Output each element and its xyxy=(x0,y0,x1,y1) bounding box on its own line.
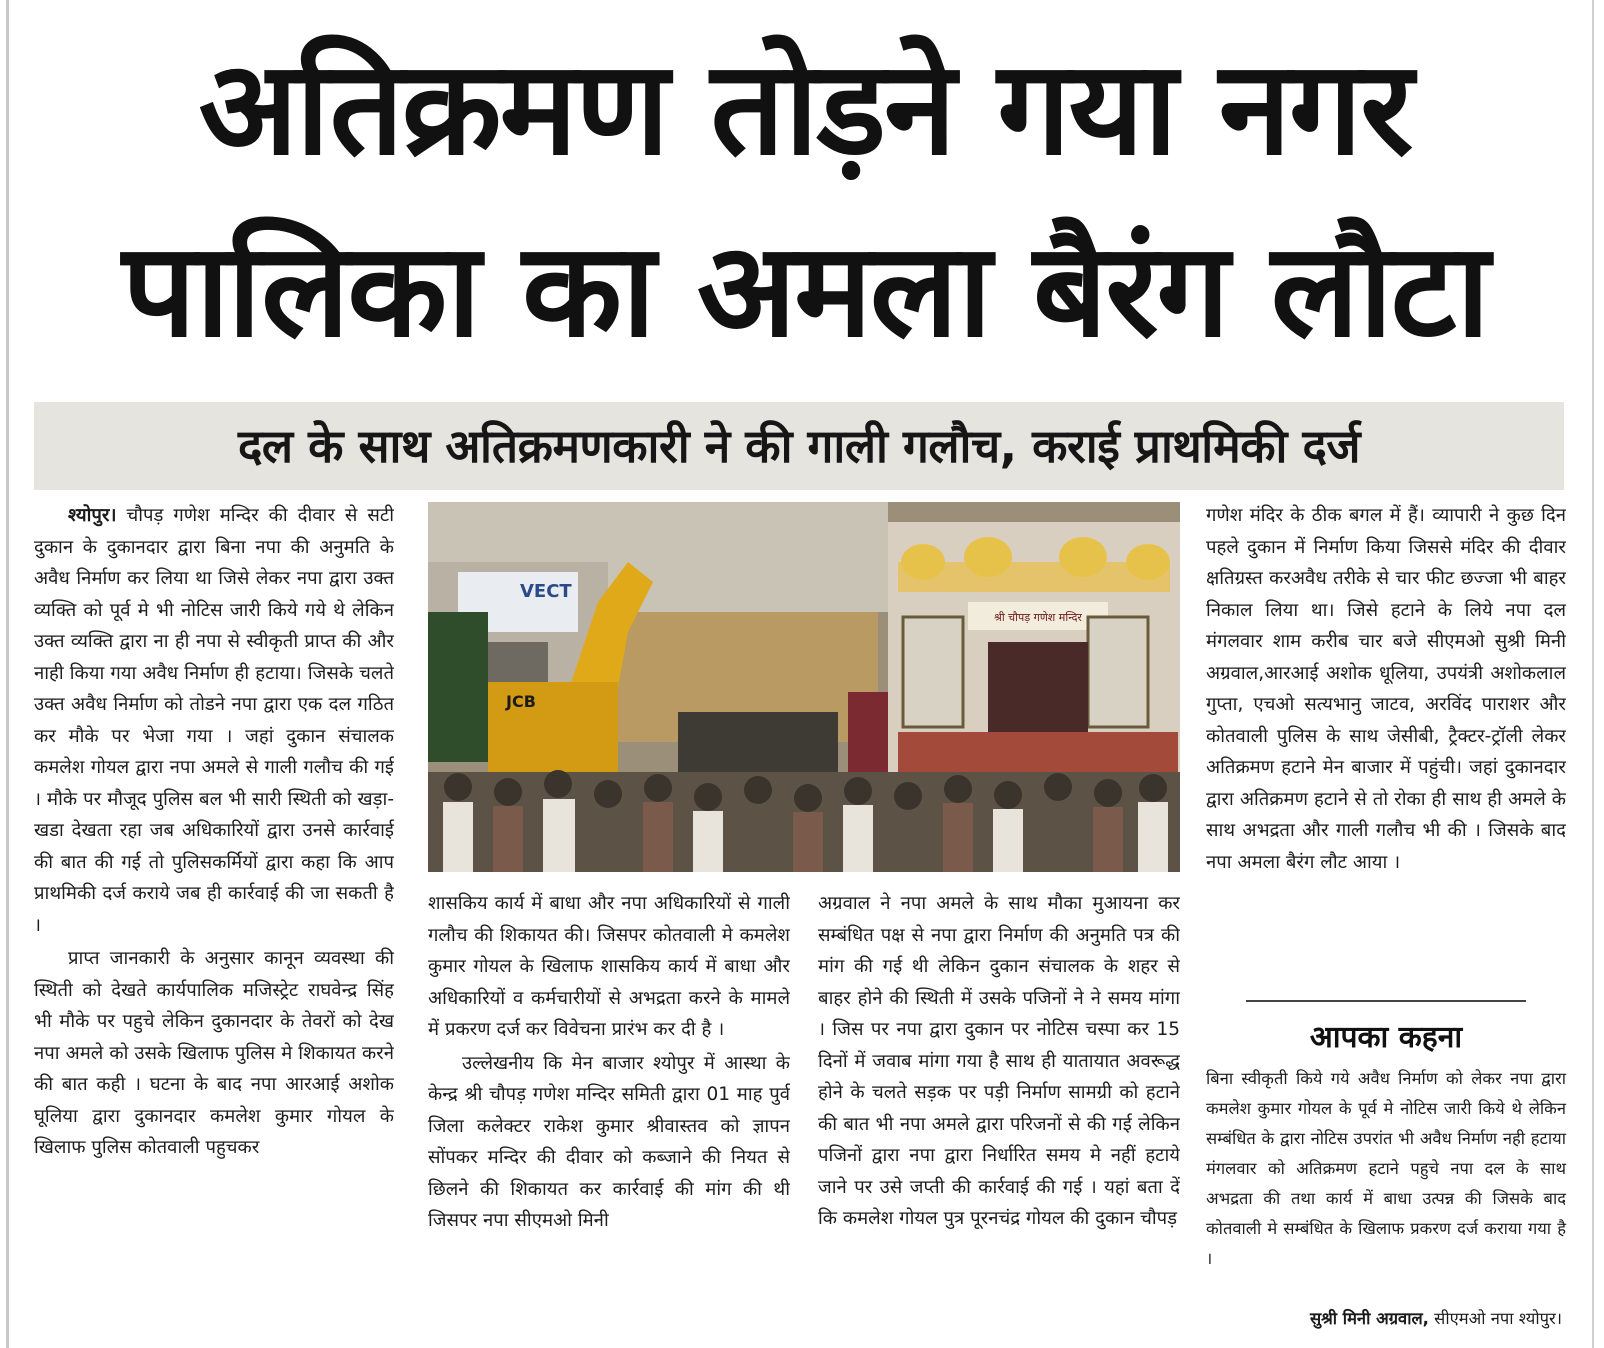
subheadline-band xyxy=(34,402,1564,490)
sidebox-quote: बिना स्वीकृती किये गये अवैध निर्माण को लेकर नपा द्वारा कमलेश कुमार गोयल के पूर्व मे नोटिस जारी किये थे लेकिन सम्बंधित के द्वारा नोटिस उपरांत भी अवैध निर्माण नही हटाया मंगलवार को अतिक्रमण हटाने पहुचे नपा दल के साथ अभद्रता की तथा कार्य में बाधा उत्पन्न की जिसके बाद कोतवाली मे सम्बंधित के खिलाफ प्रकरण दर्ज कराया गया है । xyxy=(1206,1069,1566,1268)
headline-line-2: पालिका का अमला बैरंग लौटा xyxy=(122,214,1488,366)
article-column-4 xyxy=(1206,500,1566,980)
signature-name: सुश्री मिनी अग्रवाल, xyxy=(1309,1309,1429,1328)
article-column-1 xyxy=(34,500,394,1340)
shop-sign-text: VECT xyxy=(520,581,572,602)
sidebox-divider xyxy=(1246,1000,1526,1002)
article-paragraph: अग्रवाल ने नपा अमले के साथ मौका मुआयना कर सम्बंधित पक्ष से नपा द्वारा निर्माण की अनुमति पत्र की मांग की गई थी लेकिन दुकान संचालक के शहर से बाहर होने की स्थिती में उसके पजिनों ने ने समय मांगा । जिस पर नपा द्वारा दुकान पर नोटिस चस्पा कर 15 दिनों में जवाब मांगा गया है साथ ही यातायात अवरूद्ध होने के चलते सड़क पर पड़ी निर्माण सामग्री को हटाने की बात भी नपा अमले द्वारा परिजनों से की गई लेकिन पजिनों द्वारा नपा द्वारा निर्धारित समय मे नहीं हटाये जाने पर उसे जप्ती की कार्रवाई की गई । यहां बता दें कि कमलेश गोयल पुत्र पूरनचंद्र गोयल की दुकान चौपड़ xyxy=(818,893,1180,1229)
subheadline: दल के साथ अतिक्रमणकारी ने की गाली गलौच, कराई प्राथमिकी दर्ज xyxy=(237,419,1361,473)
signature-role: सीएमओ नपा श्योपुर। xyxy=(1434,1309,1562,1328)
article-paragraph: उल्लेखनीय कि मेन बाजार श्योपुर में आस्था के केन्द्र श्री चौपड़ गणेश मन्दिर समिती द्वारा 01 माह पुर्व जिला कलेक्टर राकेश कुमार श्रीवास्तव को ज्ञापन सोंपकर मन्दिर की दीवार को कब्जाने की नियत से छिलने की शिकायत कर कार्रवाई की मांग की थी जिसपर नपा सीएमओ मिनी xyxy=(428,1052,790,1231)
article-paragraph: प्राप्त जानकारी के अनुसार कानून व्यवस्था की स्थिती को देखते कार्यपालिक मजिस्ट्रेट राघवेन्द्र सिंह भी मौके पर पहुचे लेकिन दुकानदार के तेवरों को देख नपा अमले को उसके खिलाफ पुलिस मे शिकायत करने की बात कही । घटना के बाद नपा आरआई अशोक घूलिया द्वारा दुकानदार कमलेश कुमार गोयल के खिलाफ पुलिस कोतवाली पहुचकर xyxy=(34,948,394,1158)
temple-board-text: श्री चौपड़ गणेश मन्दिर xyxy=(994,611,1082,624)
article-paragraph: शासकिय कार्य में बाधा और नपा अधिकारियों से गाली गलौच की शिकायत की। जिसपर कोतवाली मे कमलेश कुमार गोयल के खिलाफ शासकिय कार्य में बाधा और अधिकारियों व कर्मचारीयों से अभद्रता करने के मामले में प्रकरण दर्ज कर विवेचना प्रारंभ कर दी है । xyxy=(428,893,790,1040)
article-paragraph: गणेश मंदिर के ठीक बगल में हैं। व्यापारी ने कुछ दिन पहले दुकान में निर्माण किया जिससे मंदिर की दीवार क्षतिग्रस्त करअवैध तरीके से चार फीट छज्जा भी बाहर निकाल लिया था। जिसे हटाने के लिये नपा दल मंगलवार शाम करीब चार बजे सीएमओ सुश्री मिनी अग्रवाल,आरआई अशोक धूलिया, उपयंत्री अशोकलाल गुप्ता, एचओ सत्यभानु जाटव, अरविंद पाराशर और कोतवाली पुलिस के साथ जेसीबी, ट्रैक्टर-ट्रॉली लेकर अतिक्रमण हटाने मेन बाजार में पहुंची। जहां दुकानदार द्वारा अतिक्रमण हटाने से तो रोका ही साथ ही अमले के साथ अभद्रता और गाली गलौच भी की । जिसके बाद नपा अमला बैरंग लौट आया । xyxy=(1206,505,1566,873)
page-left-rule xyxy=(6,0,9,1348)
sidebox-signature xyxy=(1206,1304,1562,1334)
photo-illustration xyxy=(428,502,1180,872)
page-right-rule xyxy=(1592,0,1594,1348)
article-text: चौपड़ गणेश मन्दिर की दीवार से सटी दुकान के दुकानदार द्वारा बिना नपा की अनुमति के अवैध निर्माण कर लिया था जिसे लेकर नपा द्वारा उक्त व्यक्ति को पूर्व मे भी नोटिस जारी किये गये थे लेकिन उक्त व्यक्ति द्वारा ना ही नपा से स्वीकृती प्राप्त की और नाही किया गया अवैध निर्माण ही हटाया। जिसके चलते उक्त अवैध निर्माण को तोडने नपा द्वारा एक दल गठित कर मौके पर भेजा गया । जहां दुकान संचालक कमलेश गोयल द्वारा नपा अमले से गाली गलौच की गई । मौके पर मौजूद पुलिस बल भी सारी स्थिती को खड़ा-खडा देखता रहा जब अधिकारियों द्वारा उनसे कार्रवाई की बात की गई तो पुलिसकर्मियों द्वारा कहा कि आप प्राथमिकी दर्ज कराये जब ही कार्रवाई की जा सकती है । xyxy=(34,505,394,936)
article-paragraph xyxy=(34,500,394,941)
article-column-2 xyxy=(428,888,790,1340)
sidebox-title: आपका कहना xyxy=(1309,1020,1463,1055)
headline-line-1: अतिक्रमण तोड़ने गया नगर xyxy=(198,32,1412,184)
article-column-3 xyxy=(818,888,1180,1340)
news-photo xyxy=(428,502,1180,872)
jcb-logo-text: JCB xyxy=(506,692,536,711)
dateline: श्योपुर। xyxy=(68,505,117,526)
